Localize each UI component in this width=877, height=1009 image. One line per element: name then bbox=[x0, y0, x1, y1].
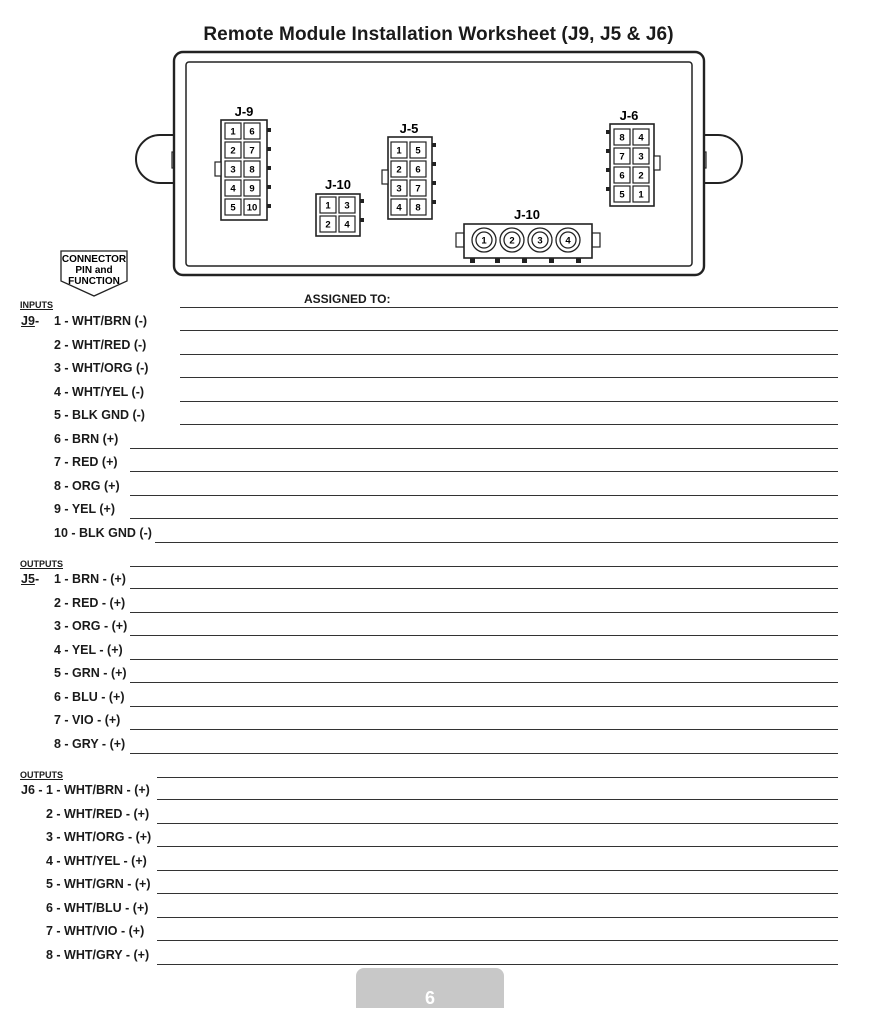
input-pin-label: 4 - WHT/YEL (-) bbox=[54, 384, 145, 399]
right-mounting-ear bbox=[703, 135, 742, 183]
input-pin-label: 9 - YEL (+) bbox=[54, 502, 116, 516]
j5-prefix-sep: - bbox=[35, 572, 40, 586]
j10a-pin-number: 2 bbox=[325, 219, 331, 231]
assignment-line[interactable] bbox=[180, 377, 838, 378]
j9-prefix-sep: - bbox=[35, 314, 40, 328]
j5-pin-number: 6 bbox=[415, 164, 421, 176]
j5-connector bbox=[382, 137, 436, 219]
assignment-line[interactable] bbox=[155, 542, 838, 543]
j9-pin-number: 1 bbox=[230, 126, 236, 138]
assignment-line[interactable] bbox=[157, 964, 838, 965]
output-j6-pin-label: J6 - 1 - WHT/BRN - (+) bbox=[21, 783, 150, 797]
j6-pin-number: 3 bbox=[638, 151, 644, 163]
j9-prefix: J9 bbox=[21, 314, 35, 328]
assignment-line[interactable] bbox=[130, 495, 838, 496]
outputs-j6-section-label: OUTPUTS bbox=[20, 770, 64, 780]
j5-pin-number: 7 bbox=[415, 183, 421, 195]
j5-prefix: J5 bbox=[21, 572, 35, 586]
j6-label: J-6 bbox=[619, 108, 639, 123]
input-pin-label: 7 - RED (+) bbox=[54, 455, 118, 469]
svg-text:CONNECTOR: CONNECTOR bbox=[61, 254, 127, 265]
assignment-line[interactable] bbox=[130, 471, 838, 472]
j6-pin-number: 8 bbox=[619, 132, 625, 144]
j9-pin-number: 10 bbox=[246, 202, 258, 214]
input-pin-label: 8 - ORG (+) bbox=[54, 478, 120, 493]
j9-pin-number: 3 bbox=[230, 164, 236, 176]
module-diagram bbox=[0, 0, 877, 300]
connector-pin-function-callout bbox=[61, 251, 127, 296]
j10-large-label: J-10 bbox=[513, 207, 541, 222]
assignment-line[interactable] bbox=[180, 424, 838, 425]
output-j5-pin-label: 6 - BLU - (+) bbox=[54, 689, 125, 704]
assignment-line[interactable] bbox=[157, 846, 838, 847]
j10a-pin-number: 1 bbox=[325, 200, 331, 212]
assignment-line[interactable] bbox=[180, 354, 838, 355]
output-j5-pin-label: 7 - VIO - (+) bbox=[54, 713, 121, 727]
assignment-line[interactable] bbox=[130, 729, 838, 730]
output-j5-pin-label: 4 - YEL - (+) bbox=[54, 642, 123, 657]
output-j5-pin-label: 3 - ORG - (+) bbox=[54, 619, 128, 633]
j6-pin-number: 4 bbox=[638, 132, 644, 144]
input-pin-label: 6 - BRN (+) bbox=[54, 431, 119, 446]
svg-text:FUNCTION: FUNCTION bbox=[68, 276, 120, 287]
assignment-line[interactable] bbox=[130, 448, 838, 449]
j10b-pin-number: 3 bbox=[537, 235, 543, 247]
svg-text:PIN and: PIN and bbox=[75, 265, 113, 276]
output-j5-pin-label: 1 - BRN - (+) bbox=[54, 572, 126, 586]
j10a-pin-number: 4 bbox=[344, 219, 350, 231]
assignment-line[interactable] bbox=[180, 330, 838, 331]
output-j5-pin-label: 5 - GRN - (+) bbox=[54, 666, 127, 680]
j5-label: J-5 bbox=[399, 121, 419, 136]
assignment-line[interactable] bbox=[130, 518, 838, 519]
j6-connector bbox=[606, 124, 660, 206]
assignment-line[interactable] bbox=[130, 682, 838, 683]
j6-pin-number: 7 bbox=[619, 151, 625, 163]
j9-pin-number: 5 bbox=[230, 202, 236, 214]
j10-small-label: J-10 bbox=[324, 177, 352, 192]
j9-pin-number: 2 bbox=[230, 145, 236, 157]
assignment-line[interactable] bbox=[130, 588, 838, 589]
j5-pin-number: 1 bbox=[396, 145, 402, 157]
output-j5-pin-label: 2 - RED - (+) bbox=[54, 595, 126, 610]
assigned-to-heading: ASSIGNED TO: bbox=[304, 292, 391, 306]
assignment-line[interactable] bbox=[157, 823, 838, 824]
output-j6-pin-label: 6 - WHT/BLU - (+) bbox=[46, 900, 149, 915]
output-j6-pin-label: 8 - WHT/GRY - (+) bbox=[46, 947, 150, 962]
assignment-line[interactable] bbox=[130, 612, 838, 613]
outputs-j5-section-label: OUTPUTS bbox=[20, 559, 64, 569]
section-line[interactable] bbox=[130, 566, 838, 567]
j5-pin-number: 5 bbox=[415, 145, 421, 157]
j5-pin-number: 4 bbox=[396, 202, 402, 214]
assignment-line[interactable] bbox=[130, 753, 838, 754]
page-number: 6 bbox=[424, 988, 435, 1008]
inputs-section-label: INPUTS bbox=[20, 300, 54, 310]
input-pin-label: 5 - BLK GND (-) bbox=[54, 408, 145, 422]
j6-pin-number: 6 bbox=[619, 170, 625, 182]
header-line[interactable] bbox=[180, 307, 838, 308]
j9-pin-number: 6 bbox=[249, 126, 255, 138]
output-j5-pin-label: 8 - GRY - (+) bbox=[54, 736, 126, 751]
output-j6-pin-label: 5 - WHT/GRN - (+) bbox=[46, 877, 151, 891]
assignment-line[interactable] bbox=[180, 401, 838, 402]
assignment-line[interactable] bbox=[157, 893, 838, 894]
assignment-line[interactable] bbox=[130, 659, 838, 660]
assignment-line[interactable] bbox=[157, 799, 838, 800]
j10b-pin-number: 1 bbox=[481, 235, 487, 247]
assignment-line[interactable] bbox=[157, 870, 838, 871]
j6-pin-number: 5 bbox=[619, 189, 625, 201]
j6-pin-number: 2 bbox=[638, 170, 644, 182]
assignment-line[interactable] bbox=[130, 706, 838, 707]
j10b-pin-number: 4 bbox=[565, 235, 571, 247]
j10b-pin-number: 2 bbox=[509, 235, 515, 247]
input-pin-label: 10 - BLK GND (-) bbox=[54, 525, 152, 540]
output-j6-pin-label: 7 - WHT/VIO - (+) bbox=[46, 924, 145, 938]
j9-pin-number: 7 bbox=[249, 145, 255, 157]
assignment-line[interactable] bbox=[157, 940, 838, 941]
section-line[interactable] bbox=[157, 777, 838, 778]
j9-label: J-9 bbox=[234, 104, 254, 119]
j9-pin-number: 8 bbox=[249, 164, 255, 176]
j10a-pin-number: 3 bbox=[344, 200, 350, 212]
assignment-line[interactable] bbox=[130, 635, 838, 636]
output-j6-pin-label: 2 - WHT/RED - (+) bbox=[46, 806, 150, 821]
input-pin-label: 2 - WHT/RED (-) bbox=[54, 337, 147, 352]
output-j6-pin-label: 4 - WHT/YEL - (+) bbox=[46, 853, 147, 868]
assignment-line[interactable] bbox=[157, 917, 838, 918]
input-pin-label: 1 - WHT/BRN (-) bbox=[54, 314, 148, 328]
j9-pin-number: 4 bbox=[230, 183, 236, 195]
j10-small-connector bbox=[316, 194, 364, 236]
input-pin-label: 3 - WHT/ORG (-) bbox=[54, 361, 149, 375]
j6-pin-number: 1 bbox=[638, 189, 644, 201]
j10-large-connector bbox=[456, 224, 600, 263]
j5-pin-number: 2 bbox=[396, 164, 402, 176]
worksheet-title: Remote Module Installation Worksheet (J9, J5 & J6) bbox=[203, 24, 674, 45]
page-tab bbox=[356, 968, 504, 1008]
j9-pin-number: 9 bbox=[249, 183, 255, 195]
output-j6-pin-label: 3 - WHT/ORG - (+) bbox=[46, 830, 152, 844]
j5-pin-number: 8 bbox=[415, 202, 421, 214]
j5-pin-number: 3 bbox=[396, 183, 402, 195]
j9-connector bbox=[215, 120, 271, 220]
